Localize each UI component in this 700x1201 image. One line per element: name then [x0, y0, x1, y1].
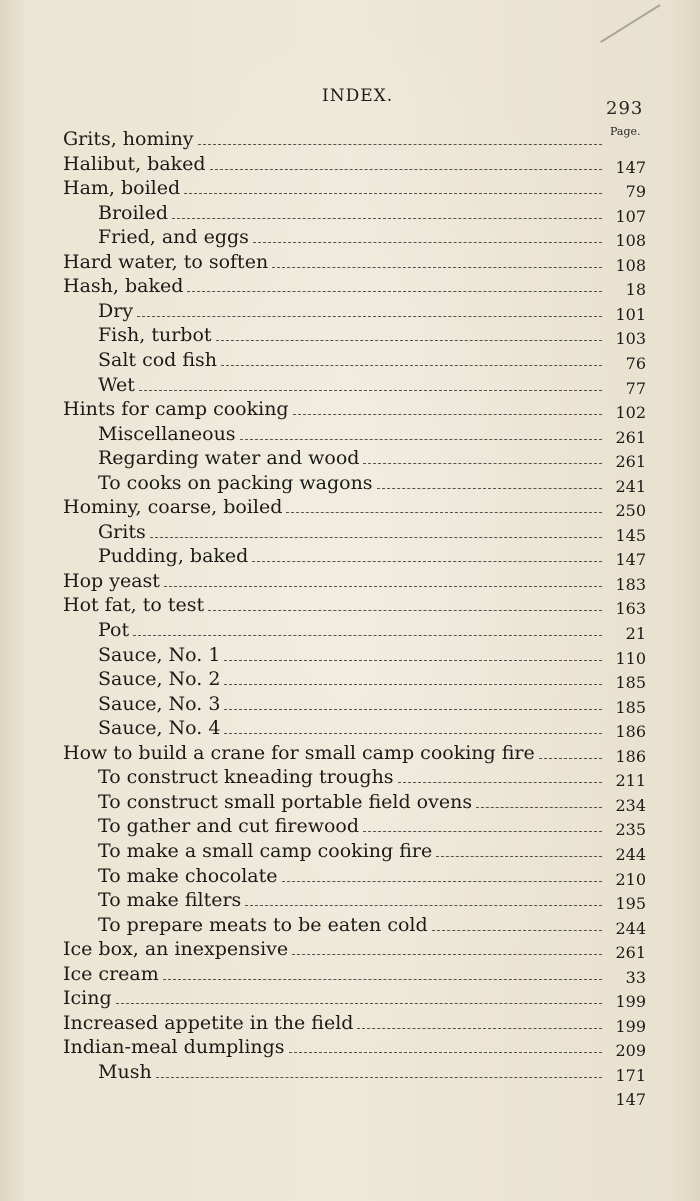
- dot-leader: [289, 1052, 602, 1053]
- dot-leader: [476, 807, 602, 808]
- dot-leader: [224, 684, 602, 685]
- index-entry: [0, 397, 700, 421]
- entry-page-number: 183: [615, 574, 646, 594]
- entry-label: Hot fat, to test: [63, 594, 205, 617]
- entry-page-number: 195: [615, 894, 646, 914]
- dot-leader: [252, 561, 602, 562]
- entry-label: To make a small camp cooking fire: [98, 839, 433, 862]
- entry-page-number: 102: [615, 403, 646, 423]
- entry-label: Fish, turbot: [98, 324, 212, 347]
- page-corner-mark: [600, 4, 660, 43]
- dot-leader: [224, 733, 602, 734]
- dot-leader: [150, 537, 602, 538]
- dot-leader: [357, 1028, 602, 1029]
- entry-label: To cooks on packing wagons: [98, 471, 373, 494]
- entry-page-number: 21: [625, 624, 646, 643]
- index-entry: [0, 765, 700, 789]
- entry-page-number: 199: [615, 1016, 646, 1036]
- entry-label: Icing: [63, 987, 112, 1010]
- entry-page-number: 145: [615, 525, 646, 545]
- dot-leader: [221, 365, 602, 366]
- dot-leader: [133, 635, 602, 636]
- entry-label: Miscellaneous: [98, 422, 236, 445]
- entry-label: Mush: [98, 1060, 152, 1083]
- index-entry: [0, 618, 700, 642]
- entry-page-number: 77: [625, 378, 646, 398]
- dot-leader: [286, 512, 602, 513]
- entry-label: Sauce, No. 1: [98, 643, 221, 666]
- index-entry: [0, 716, 700, 740]
- index-entry: [0, 667, 700, 691]
- dot-leader: [224, 709, 602, 710]
- entry-label: Fried, and eggs: [98, 226, 249, 249]
- entry-page-number: 108: [615, 255, 646, 275]
- dot-leader: [240, 439, 602, 440]
- index-entry: [0, 692, 700, 716]
- dot-leader: [436, 856, 602, 857]
- entry-page-number: 147: [615, 550, 646, 570]
- entry-page-number: 261: [615, 427, 646, 447]
- index-entry: [0, 569, 700, 593]
- index-entry: [0, 962, 700, 986]
- entry-page-number: 186: [615, 746, 646, 766]
- dot-leader: [282, 881, 603, 882]
- index-entry: [0, 544, 700, 568]
- entry-label: Regarding water and wood: [98, 447, 360, 470]
- index-entry: [0, 127, 700, 151]
- entry-label: To construct kneading troughs: [98, 766, 394, 789]
- entry-label: Pot: [98, 619, 130, 641]
- dot-leader: [377, 488, 602, 489]
- entry-page-number: 185: [615, 697, 646, 717]
- dot-leader: [272, 267, 602, 268]
- entry-label: Pudding, baked: [98, 545, 249, 568]
- running-head: INDEX.: [322, 86, 394, 106]
- entry-label: Broiled: [98, 201, 169, 224]
- dot-leader: [208, 610, 602, 611]
- entry-page-number: 107: [615, 206, 646, 226]
- entry-page-number: 244: [615, 844, 646, 864]
- entry-label: Hints for camp cooking: [63, 398, 289, 421]
- index-entry: [0, 446, 700, 470]
- dot-leader: [137, 316, 602, 317]
- entry-label: How to build a crane for small camp cooking fire: [63, 741, 535, 764]
- index-entry: [0, 201, 700, 225]
- entry-page-number: 244: [615, 918, 646, 938]
- index-entry: [0, 323, 700, 347]
- dot-leader: [539, 758, 602, 759]
- entry-label: Sauce, No. 4: [98, 717, 221, 740]
- dot-leader: [253, 242, 602, 243]
- entry-page-number: 103: [615, 329, 646, 349]
- dot-leader: [187, 291, 602, 292]
- index-entry: [0, 495, 700, 519]
- entry-page-number: 18: [625, 280, 646, 300]
- index-entry: [0, 299, 700, 323]
- entry-label: Increased appetite in the field: [63, 1011, 354, 1034]
- entry-label: Halibut, baked: [63, 152, 206, 175]
- index-entry: [0, 520, 700, 544]
- index-entry: [0, 176, 700, 200]
- dot-leader: [172, 218, 602, 219]
- index-entry: [0, 373, 700, 397]
- entry-page-number: 76: [625, 353, 646, 373]
- entry-label: Ice cream: [63, 962, 159, 985]
- dot-leader: [216, 340, 602, 341]
- dot-leader: [292, 954, 602, 955]
- entry-page-number: 250: [615, 501, 646, 521]
- entry-page-number: 163: [615, 599, 646, 619]
- entry-label: Indian-meal dumplings: [63, 1036, 285, 1059]
- index-entry: [0, 864, 700, 888]
- entry-label: Salt cod fish: [98, 348, 218, 371]
- index-entry: [0, 471, 700, 495]
- entry-page-number: 234: [615, 795, 646, 815]
- index-entry: [0, 839, 700, 863]
- dot-leader: [245, 905, 602, 906]
- dot-leader: [293, 414, 602, 415]
- entry-label: Hash, baked: [63, 275, 184, 298]
- index-entry: [0, 1011, 700, 1035]
- dot-leader: [198, 144, 602, 145]
- index-entry: [0, 643, 700, 667]
- dot-leader: [210, 169, 602, 170]
- dot-leader: [398, 782, 602, 783]
- dot-leader: [163, 979, 602, 980]
- entry-page-number: 147: [615, 1090, 646, 1110]
- entry-page-number: 209: [615, 1041, 646, 1061]
- entry-label: To make chocolate: [98, 864, 278, 887]
- dot-leader: [363, 463, 602, 464]
- entry-page-number: 110: [615, 648, 646, 668]
- entry-label: To make filters: [98, 889, 242, 912]
- entry-page-number: 33: [625, 967, 646, 987]
- entry-label: Hop yeast: [63, 569, 160, 592]
- entry-label: To prepare meats to be eaten cold: [98, 913, 428, 936]
- dot-leader: [184, 193, 602, 194]
- index-entry: [0, 1035, 700, 1059]
- entry-page-number: 108: [615, 231, 646, 251]
- entry-label: Grits, hominy: [63, 128, 194, 150]
- index-entry: [0, 913, 700, 937]
- dot-leader: [156, 1077, 602, 1078]
- entry-label: Dry: [98, 299, 134, 322]
- index-entry: [0, 741, 700, 765]
- entry-page-number: 210: [615, 869, 646, 889]
- page-number: 293: [606, 98, 644, 119]
- entry-page-number: 101: [615, 304, 646, 324]
- entry-label: Hard water, to soften: [63, 250, 269, 273]
- entry-label: To construct small portable field ovens: [98, 790, 473, 813]
- index-entry: [0, 937, 700, 961]
- entry-label: Wet: [98, 373, 135, 396]
- entry-page-number: 235: [615, 820, 646, 840]
- dot-leader: [139, 390, 602, 391]
- entry-label: Sauce, No. 3: [98, 692, 221, 715]
- entry-page-number: 185: [615, 673, 646, 693]
- index-entry: [0, 593, 700, 617]
- entry-label: Sauce, No. 2: [98, 668, 221, 691]
- index-entry: [0, 152, 700, 176]
- dot-leader: [363, 831, 602, 832]
- index-entry: [0, 814, 700, 838]
- entry-label: Hominy, coarse, boiled: [63, 496, 283, 519]
- index-entry: [0, 274, 700, 298]
- index-entry: [0, 888, 700, 912]
- page-column-label: Page.: [610, 125, 641, 138]
- index-entry: [0, 790, 700, 814]
- entry-page-number: 261: [615, 943, 646, 963]
- dot-leader: [164, 586, 602, 587]
- index-entry: [0, 225, 700, 249]
- dot-leader: [224, 660, 602, 661]
- index-entry: [0, 422, 700, 446]
- dot-leader: [116, 1003, 602, 1004]
- entry-label: Ice box, an inexpensive: [63, 938, 289, 961]
- entry-page-number: 241: [615, 476, 646, 496]
- index-entry: [0, 986, 700, 1010]
- entry-page-number: 147: [615, 157, 646, 177]
- entry-page-number: 211: [615, 771, 646, 791]
- entry-page-number: 199: [615, 992, 646, 1012]
- entry-page-number: 186: [615, 722, 646, 742]
- index-entry: [0, 348, 700, 372]
- index-entry: [0, 250, 700, 274]
- index-entry: [0, 1084, 700, 1108]
- entry-page-number: 261: [615, 452, 646, 472]
- entry-label: Ham, boiled: [63, 177, 181, 200]
- entry-label: To gather and cut firewood: [98, 815, 360, 838]
- entry-page-number: 79: [625, 182, 646, 202]
- index-entry: [0, 1060, 700, 1084]
- entry-page-number: 171: [615, 1065, 646, 1085]
- dot-leader: [432, 930, 602, 931]
- entry-label: Grits: [98, 520, 146, 543]
